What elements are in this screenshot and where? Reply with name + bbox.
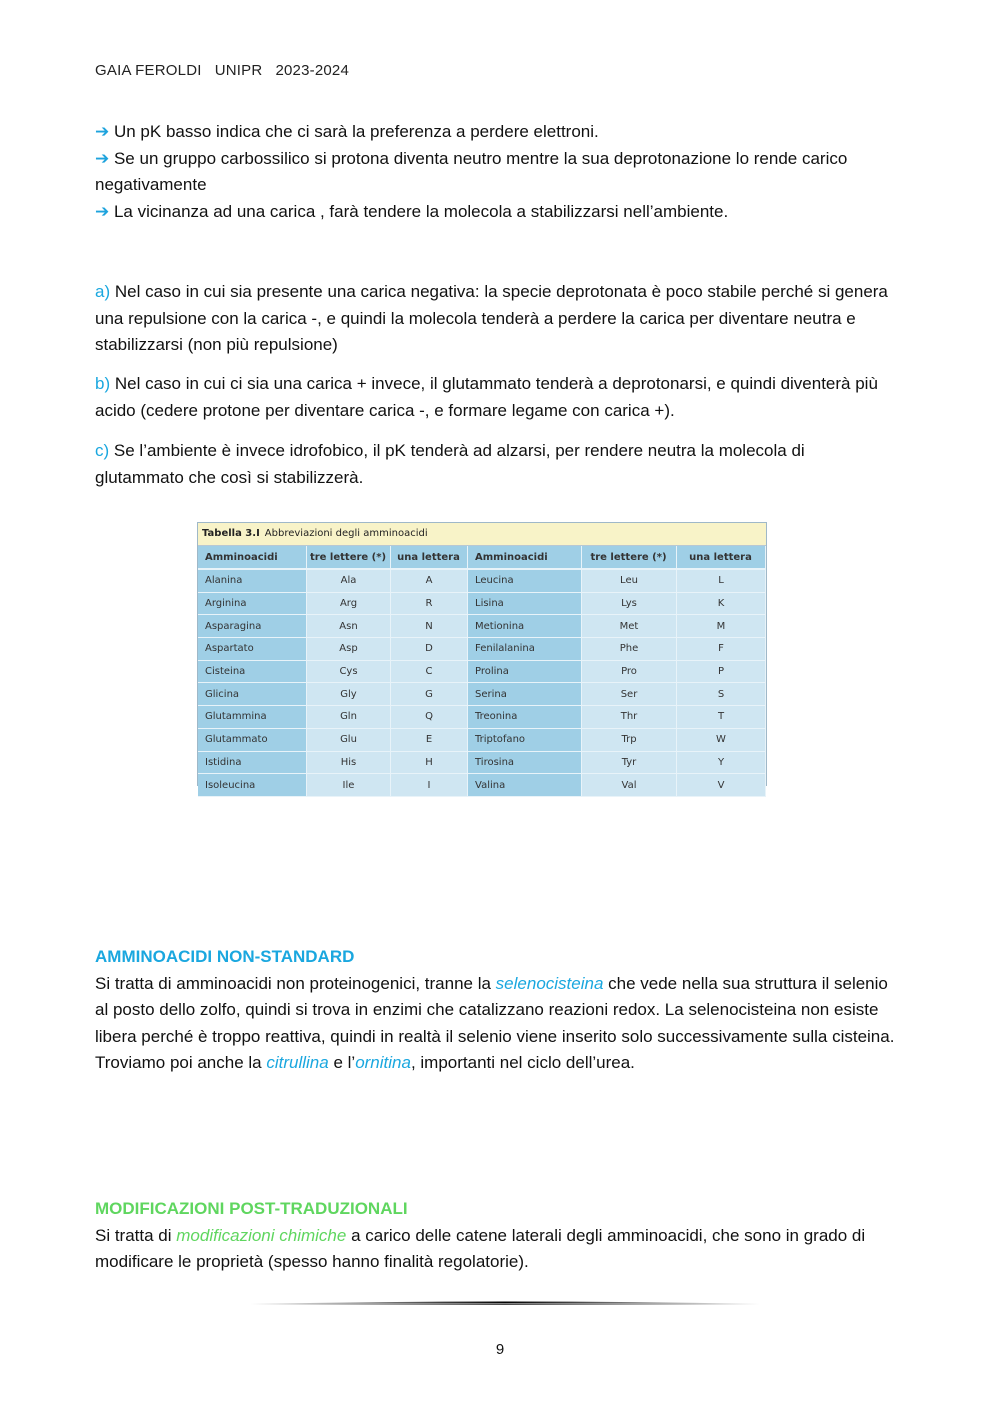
table-row [198,728,766,751]
table-cell: Arg [307,592,391,615]
table-row [198,706,766,729]
table-caption [198,523,766,546]
page-number: 9 [495,1341,505,1358]
col-header: una lettera [677,546,766,569]
table-cell: F [677,638,766,661]
col-header: tre lettere (*) [582,546,677,569]
point-label: b) [95,374,111,393]
table-cell: G [391,683,468,706]
table-row [198,660,766,683]
point-a [95,279,895,359]
table-cell: Gly [307,683,391,706]
table-cell: S [677,683,766,706]
point-label: a) [95,282,111,301]
table-cell: Gln [307,706,391,729]
table-cell: Thr [582,706,677,729]
arrow-icon: ➔ [95,201,110,221]
point-label: c) [95,441,110,460]
section-body [95,1223,895,1276]
table-cell: Glutammato [198,728,307,751]
text-run: , importanti nel ciclo dell’urea. [410,1053,635,1072]
col-header: tre lettere (*) [307,546,391,569]
table-cell: R [391,592,468,615]
nonstandard-section [95,944,895,1077]
table-cell: A [391,569,468,592]
term-selenocisteina: selenocisteina [495,973,604,993]
table-cell: K [677,592,766,615]
table-cell: D [391,638,468,661]
table-row [198,751,766,774]
table-cell: Ser [582,683,677,706]
point-text: Nel caso in cui sia presente una carica negativa: la specie deprotonata è poco stabile perché si genera una repulsione con la carica -, e quindi la molecola tenderà a perdere la carica per diventare neutra e stabilizzarsi (non più repulsione) [95,282,888,354]
footer-divider [250,1298,760,1308]
table-cell: C [391,660,468,683]
table-cell: Trp [582,728,677,751]
table-cell: Alanina [198,569,307,592]
table-cell: M [677,615,766,638]
table-cell: Glicina [198,683,307,706]
table-cell: Val [582,774,677,797]
bullet-text: Se un gruppo carbossilico si protona diventa neutro mentre la sua deprotonazione lo rende carico negativamente [95,148,848,194]
text-run: a carico delle catene laterali degli amminoacidi, che sono in grado di modificare le proprietà (spesso hanno finalità regolatorie). [95,1225,866,1271]
table-cell: Met [582,615,677,638]
text-run: che vede nella sua struttura il selenio al posto dello zolfo, quindi si trova in enzimi che catalizzano reazioni redox. La selenocisteina non esiste libera perché è troppo reattiva, quindi in realtà il selenio viene inserito solo successivamente sulla cisteina. Troviamo poi anche la [95,973,895,1072]
table-cell: T [677,706,766,729]
table-cell: V [677,774,766,797]
table-cell: Ala [307,569,391,592]
arrow-icon: ➔ [95,148,110,168]
table-cell: Istidina [198,751,307,774]
table-cell: Y [677,751,766,774]
table-cell: N [391,615,468,638]
table-caption-text: Abbreviazioni degli amminoacidi [264,528,428,539]
table-cell: Asn [307,615,391,638]
table-row [198,774,766,797]
table-row [198,683,766,706]
table-caption-number: Tabella 3.I [202,528,260,539]
table-cell: Glu [307,728,391,751]
table-cell: Prolina [468,660,582,683]
amino-acid-table-figure [197,522,767,791]
table-cell: Pro [582,660,677,683]
table-cell: Valina [468,774,582,797]
term-ornitina: ornitina [355,1053,411,1072]
table-cell: Tyr [582,751,677,774]
bullet-list [95,119,895,225]
table-cell: Cys [307,660,391,683]
section-body [95,971,895,1077]
table-cell: Phe [582,638,677,661]
point-text: Nel caso in cui ci sia una carica + invece, il glutammato tenderà a deprotonarsi, e quindi diventerà più acido (cedere protone per diventare carica -, e formare legame con carica +). [95,374,878,420]
table-row [198,569,766,592]
point-b [95,371,895,424]
arrow-icon: ➔ [95,122,110,141]
table-cell: I [391,774,468,797]
table-cell: Aspartato [198,638,307,661]
table-header-row [198,546,766,569]
bullet-text: La vicinanza ad una carica , farà tendere la molecola a stabilizzarsi nell’ambiente. [109,201,729,221]
section-heading: MODIFICAZIONI POST-TRADUZIONALI [95,1199,408,1218]
term-citrullina: citrullina [266,1053,329,1072]
term-modificazioni-chimiche: modificazioni chimiche [176,1225,347,1245]
table-row [198,638,766,661]
bullet-item [95,199,895,226]
table-cell: Leu [582,569,677,592]
page-header: GAIA FEROLDI UNIPR 2023-2024 [95,62,350,79]
section-heading: AMMINOACIDI NON-STANDARD [95,947,355,966]
table-row [198,615,766,638]
table-cell: Serina [468,683,582,706]
table-cell: Ile [307,774,391,797]
table-cell: E [391,728,468,751]
table-cell: L [677,569,766,592]
bullet-item [95,119,895,146]
point-c [95,438,895,491]
table-cell: Glutammina [198,706,307,729]
table-cell: P [677,660,766,683]
text-run: e l’ [328,1053,356,1072]
table-cell: Metionina [468,615,582,638]
bullet-item [95,146,895,199]
table-cell: Leucina [468,569,582,592]
table-cell: Fenilalanina [468,638,582,661]
table-cell: Arginina [198,592,307,615]
table-cell: Asparagina [198,615,307,638]
amino-acid-table [198,546,766,797]
table-cell: W [677,728,766,751]
text-run: Si tratta di amminoacidi non proteinogenici, tranne la [95,973,496,993]
table-cell: Q [391,706,468,729]
table-cell: Lys [582,592,677,615]
table-cell: Tirosina [468,751,582,774]
table-cell: Lisina [468,592,582,615]
table-cell: Treonina [468,706,582,729]
point-text: Se l’ambiente è invece idrofobico, il pK tenderà ad alzarsi, per rendere neutra la molecola di glutammato che così si stabilizzerà. [95,441,805,487]
col-header: Amminoacidi [198,546,307,569]
col-header: una lettera [391,546,468,569]
table-row [198,592,766,615]
table-cell: Triptofano [468,728,582,751]
table-cell: Cisteina [198,660,307,683]
text-run: Si tratta di [95,1225,177,1245]
col-header: Amminoacidi [468,546,582,569]
table-cell: H [391,751,468,774]
posttranslational-section [95,1196,895,1276]
table-cell: His [307,751,391,774]
bullet-text: Un pK basso indica che ci sarà la preferenza a perdere elettroni. [109,122,599,141]
table-cell: Asp [307,638,391,661]
table-cell: Isoleucina [198,774,307,797]
